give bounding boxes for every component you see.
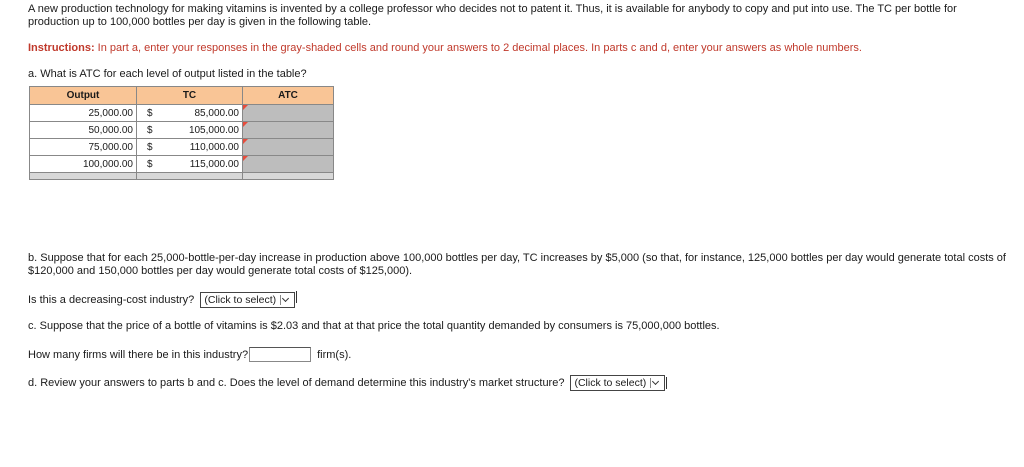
header-output: Output: [30, 87, 137, 105]
intro-text: A new production technology for making vitamins is invented by a college professor who decides not to patent it. Thus, it is available for anybody to copy and put into use. The TC per bottle for production up to 100,000 bottles per day is given in the following table.: [28, 3, 957, 28]
table-row: [30, 156, 334, 173]
chevron-down-icon: [280, 295, 291, 305]
part-c-ask-text: How many firms will there be in this industry?: [28, 348, 249, 361]
tc-cell: 105,000.00: [156, 122, 243, 139]
decreasing-cost-select[interactable]: [200, 292, 295, 308]
instructions-label: Instructions:: [28, 42, 95, 54]
footer-cell: [243, 173, 334, 180]
footer-cell: [30, 173, 137, 180]
dollar-sign: $: [137, 122, 157, 139]
part-b-ask-text: Is this a decreasing-cost industry?: [28, 294, 195, 306]
part-b-question: b. Suppose that for each 25,000-bottle-per-day increase in production above 100,000 bottles per day, TC increases by $5,000 (so that, for instance, 125,000 bottles per day would generate total costs of $120,000 and 150,000 bottles per day would generate total costs of $125,000).: [28, 252, 1006, 277]
table-row: [30, 105, 334, 122]
output-cell: 25,000.00: [30, 105, 137, 122]
atc-input-cell[interactable]: [243, 139, 334, 156]
table-row: [30, 122, 334, 139]
footer-cell: [137, 173, 243, 180]
table-footer-row: [30, 173, 334, 180]
part-d: [28, 375, 667, 391]
header-tc: TC: [137, 87, 243, 105]
table-row: [30, 139, 334, 156]
cursor-marker: [666, 377, 667, 389]
output-cell: 75,000.00: [30, 139, 137, 156]
atc-input-cell[interactable]: [243, 156, 334, 173]
tc-cell: 85,000.00: [156, 105, 243, 122]
demand-structure-select[interactable]: [570, 375, 665, 391]
cursor-marker: [296, 291, 297, 303]
output-cell: 100,000.00: [30, 156, 137, 173]
chevron-down-icon: [650, 378, 661, 388]
part-b-ask: [28, 291, 297, 308]
dollar-sign: $: [137, 139, 157, 156]
cost-table: [29, 86, 334, 180]
atc-input-cell[interactable]: [243, 105, 334, 122]
firms-unit: firm(s).: [317, 348, 352, 361]
dollar-sign: $: [137, 105, 157, 122]
select-label: (Click to select): [204, 294, 277, 306]
tc-cell: 110,000.00: [156, 139, 243, 156]
part-d-question: d. Review your answers to parts b and c. Does the level of demand determine this industry's market structure?: [28, 377, 565, 389]
select-label: (Click to select): [574, 377, 647, 389]
output-cell: 50,000.00: [30, 122, 137, 139]
header-atc: ATC: [243, 87, 334, 105]
firms-input[interactable]: [249, 347, 311, 362]
dollar-sign: $: [137, 156, 157, 173]
atc-input-cell[interactable]: [243, 122, 334, 139]
table-header-row: [30, 87, 334, 105]
part-c-question: c. Suppose that the price of a bottle of vitamins is $2.03 and that at that price the total quantity demanded by consumers is 75,000,000 bottles.: [28, 320, 720, 332]
part-c-ask: [28, 347, 351, 362]
tc-cell: 115,000.00: [156, 156, 243, 173]
instructions: [28, 42, 862, 54]
instructions-text: In part a, enter your responses in the gray-shaded cells and round your answers to 2 decimal places. In parts c and d, enter your answers as whole numbers.: [94, 42, 862, 54]
part-a-question: a. What is ATC for each level of output listed in the table?: [28, 68, 307, 80]
